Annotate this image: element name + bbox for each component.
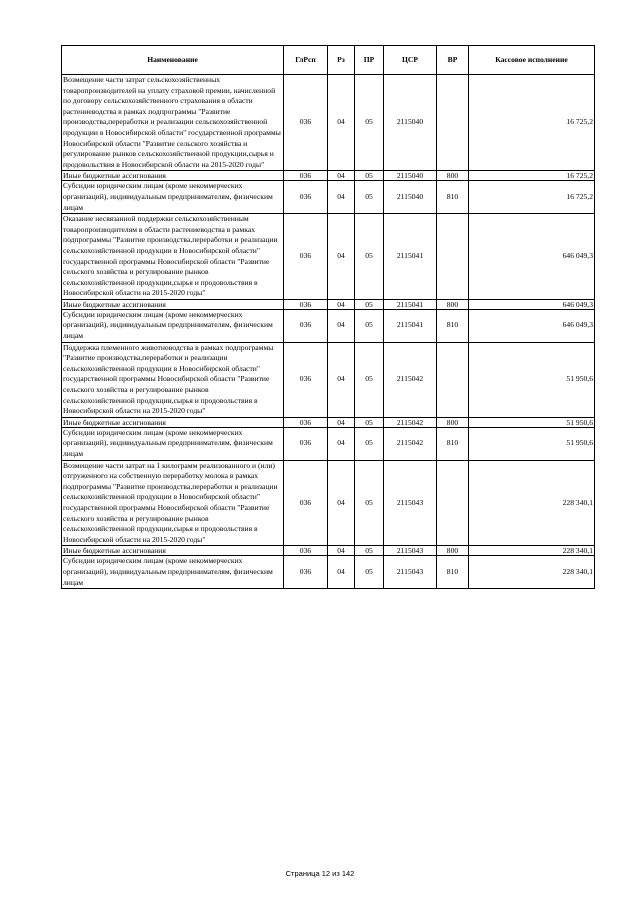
table-row [62,342,595,417]
row-glrsp: 036 [284,556,328,589]
row-name: Субсидии юридическим лицам (кроме некоммерческих организаций), индивидуальным предпринимателям, физическим лицам [62,427,284,460]
row-csr: 2115042 [384,417,437,427]
row-name: Возмещение части затрат на 1 килограмм реализованного и (или) отгруженного на собственную переработку молока в рамках подпрограммы "Развитие производства,переработки и реализации сельскохозяйственной продукции в Новосибирской области" государственной программы Новосибирской области "Развитие сельского хозяйства и регулирование рынков сельскохозяйственной продукции,сырья и продовольствия в Новосибирской области на 2015-2020 годы" [62,460,284,546]
table-row [62,417,595,427]
row-amount: 228 340,1 [469,546,595,556]
row-rz: 04 [328,299,355,309]
table-row [62,299,595,309]
row-csr: 2115043 [384,556,437,589]
row-name: Оказание несвязанной поддержки сельскохозяйственным товаропроизводителям в области растениеводства в рамках подпрограммы "Развитие производства,переработки и реализации сельскохозяйственной продукции в Новосибирской области" государственной программы Новосибирской области "Развитие сельского хозяйства и регулирование рынков сельскохозяйственной продукции,сырья и продовольствия в Новосибирской области на 2015-2020 годы" [62,214,284,300]
row-glrsp: 036 [284,546,328,556]
page-number: Страница 12 из 142 [285,869,355,878]
row-glrsp: 036 [284,427,328,460]
table-row [62,427,595,460]
row-rz: 04 [328,460,355,546]
table-header-row [62,46,595,75]
row-rz: 04 [328,181,355,214]
header-vr: ВР [437,46,469,75]
row-pr: 05 [355,417,384,427]
row-name: Субсидии юридическим лицам (кроме некоммерческих организаций), индивидуальным предпринимателям, физическим лицам [62,309,284,342]
row-vr: 800 [437,299,469,309]
row-amount: 16 725,2 [469,171,595,181]
row-amount: 51 950,6 [469,342,595,417]
row-amount: 51 950,6 [469,417,595,427]
row-amount: 228 340,1 [469,460,595,546]
header-rz: Рз [328,46,355,75]
row-glrsp: 036 [284,299,328,309]
row-csr: 2115041 [384,214,437,300]
row-pr: 05 [355,309,384,342]
table-row [62,171,595,181]
row-pr: 05 [355,546,384,556]
budget-table [61,45,595,589]
row-glrsp: 036 [284,342,328,417]
row-name: Иные бюджетные ассигнования [62,546,284,556]
row-vr [437,75,469,171]
row-amount: 646 049,3 [469,309,595,342]
row-csr: 2115042 [384,427,437,460]
row-rz: 04 [328,427,355,460]
row-rz: 04 [328,75,355,171]
row-rz: 04 [328,546,355,556]
row-vr [437,214,469,300]
row-vr: 800 [437,171,469,181]
row-glrsp: 036 [284,417,328,427]
row-csr: 2115040 [384,75,437,171]
row-glrsp: 036 [284,75,328,171]
row-pr: 05 [355,214,384,300]
row-rz: 04 [328,214,355,300]
table-row [62,460,595,546]
row-pr: 05 [355,171,384,181]
row-pr: 05 [355,181,384,214]
row-name: Возмещение части затрат сельскохозяйственных товаропроизводителей на уплату страховой премии, начисленной по договору сельскохозяйственного страхования в области растениеводства в рамках подпрограммы "Развитие производства,переработки и реализации сельскохозяйственной продукции в Новосибирской области" государственной программы Новосибирской области "Развитие сельского хозяйства и регулирование рынков сельскохозяйственной продукции,сырья и продовольствия в Новосибирской области на 2015-2020 годы" [62,75,284,171]
row-name: Поддержка племенного животноводства в рамках подпрограммы "Развитие производства,переработки и реализации сельскохозяйственной продукции в Новосибирской области" государственной программы Новосибирской области "Развитие сельского хозяйства и регулирование рынков сельскохозяйственной продукции,сырья и продовольствия в Новосибирской области на 2015-2020 годы" [62,342,284,417]
row-name: Иные бюджетные ассигнования [62,299,284,309]
row-vr: 810 [437,309,469,342]
row-glrsp: 036 [284,214,328,300]
row-vr [437,460,469,546]
header-glrsp: ГлРсп [284,46,328,75]
row-amount: 16 725,2 [469,181,595,214]
row-pr: 05 [355,460,384,546]
row-csr: 2115041 [384,299,437,309]
row-name: Субсидии юридическим лицам (кроме некоммерческих организаций), индивидуальным предпринимателям, физическим лицам [62,556,284,589]
row-pr: 05 [355,427,384,460]
row-vr: 800 [437,546,469,556]
table-row [62,214,595,300]
table-row [62,556,595,589]
row-glrsp: 036 [284,181,328,214]
row-name: Иные бюджетные ассигнования [62,417,284,427]
row-csr: 2115040 [384,181,437,214]
row-csr: 2115042 [384,342,437,417]
row-amount: 51 950,6 [469,427,595,460]
header-name: Наименование [62,46,284,75]
header-pr: ПР [355,46,384,75]
row-amount: 16 725,2 [469,75,595,171]
row-rz: 04 [328,342,355,417]
row-amount: 646 049,3 [469,299,595,309]
header-amount: Кассовое исполнение [469,46,595,75]
table-row [62,181,595,214]
row-rz: 04 [328,417,355,427]
row-rz: 04 [328,171,355,181]
row-pr: 05 [355,299,384,309]
row-pr: 05 [355,556,384,589]
row-vr: 810 [437,556,469,589]
row-name: Субсидии юридическим лицам (кроме некоммерческих организаций), индивидуальным предпринимателям, физическим лицам [62,181,284,214]
row-pr: 05 [355,342,384,417]
row-vr [437,342,469,417]
row-pr: 05 [355,75,384,171]
row-vr: 810 [437,181,469,214]
table-row [62,546,595,556]
row-vr: 800 [437,417,469,427]
table-row [62,309,595,342]
row-csr: 2115041 [384,309,437,342]
row-glrsp: 036 [284,309,328,342]
table-row [62,75,595,171]
row-glrsp: 036 [284,171,328,181]
row-csr: 2115043 [384,546,437,556]
row-amount: 646 049,3 [469,214,595,300]
row-rz: 04 [328,556,355,589]
row-csr: 2115040 [384,171,437,181]
row-amount: 228 340,1 [469,556,595,589]
header-csr: ЦСР [384,46,437,75]
row-rz: 04 [328,309,355,342]
row-vr: 810 [437,427,469,460]
row-csr: 2115043 [384,460,437,546]
row-glrsp: 036 [284,460,328,546]
row-name: Иные бюджетные ассигнования [62,171,284,181]
